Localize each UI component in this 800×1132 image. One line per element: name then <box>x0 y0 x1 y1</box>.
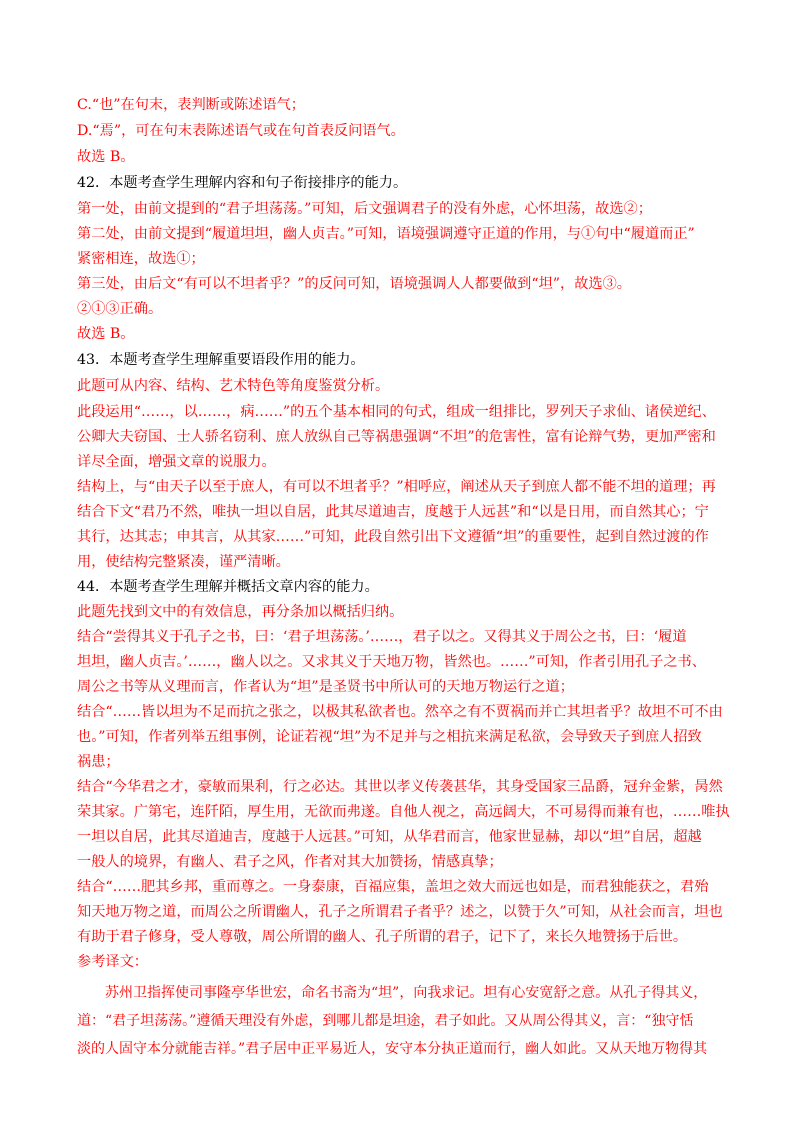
question-heading: 44．本题考查学生理解并概括文章内容的能力。 <box>77 579 379 595</box>
text-line: 结合“尝得其义于孔子之书，曰：‘君子坦荡荡。’……，君子以之。又得其义于周公之书，曰：‘履道 <box>77 629 687 645</box>
text-line: 故选 B。 <box>77 326 135 342</box>
section-label: 参考译文： <box>77 954 148 970</box>
text-line: 此题可从内容、结构、艺术特色等角度鉴赏分析。 <box>77 378 390 394</box>
text-line: 公卿大夫窃国、士人骄名窃利、庶人放纵自己等祸患强调“不坦”的危害性，富有论辩气势，更加严密和 <box>77 429 716 445</box>
text-line: 故选 B。 <box>77 149 135 165</box>
text-line: 此题先找到文中的有效信息，再分条加以概括归纳。 <box>77 604 404 620</box>
text-line: 此段运用“……，以……，病……”的五个基本相同的句式，组成一组排比，罗列天子求仙、诸侯逆纪、 <box>77 404 716 420</box>
text-line: 第一处，由前文提到的“君子坦荡荡。”可知，后文强调君子的没有外虑，心怀坦荡，故选②； <box>77 201 652 217</box>
text-line: ②①③正确。 <box>77 301 163 317</box>
text-line: 结合“……肥其乡邦，重而尊之。一身泰康，百福应集，盖坦之效大而远也如是，而君独能获之，君殆 <box>77 879 709 895</box>
text-line: 祸患； <box>77 754 120 770</box>
text-line: 详尽全面，增强文章的说服力。 <box>77 454 276 470</box>
translation-line: 苏州卫指挥使司事隆亭华世宏，命名书斋为“坦”，向我求记。坦有心安宽舒之意。从孔子得其义， <box>105 985 708 1001</box>
text-line: 荣其家。广第宅，连阡陌，厚生用，无欲而弗遂。自他人视之，高远阔大，不可易得而兼有也，……唯执 <box>77 804 730 820</box>
text-line: 结合“……皆以坦为不足而抗之张之，以极其私欲者也。然卒之有不贾祸而并亡其坦者乎？故坦不可不由 <box>77 704 723 720</box>
text-line: 周公之书等从义理而言，作者认为“坦”是圣贤书中所认可的天地万物运行之道； <box>77 679 574 695</box>
text-line: D.“焉”，可在句末表陈述语气或在句首表反问语气。 <box>77 123 405 139</box>
translation-line: 道：“君子坦荡荡。”遵循天理没有外虑，到哪儿都是坦途，君子如此。又从周公得其义，言：“独守恬 <box>77 1013 694 1029</box>
text-line: 知天地万物之道，而周公之所谓幽人，孔子之所谓君子者乎？述之，以赞于久”可知，从社会而言，坦也 <box>77 904 723 920</box>
text-line: 结构上，与“由天子以至于庶人，有可以不坦者乎？”相呼应，阐述从天子到庶人都不能不坦的道理；再 <box>77 479 716 495</box>
translation-line: 淡的人固守本分就能吉祥。”君子居中正平易近人，安守本分执正道而行，幽人如此。又从天地万物得其 <box>77 1041 708 1057</box>
text-line: 坦坦，幽人贞吉。’……，幽人以之。又求其义于天地万物，皆然也。……”可知，作者引用孔子之书、 <box>77 654 706 670</box>
text-line: 第二处，由前文提到“履道坦坦，幽人贞吉。”可知，语境强调遵守正道的作用，与①句中“履道而正” <box>77 226 695 242</box>
text-line: 用，使结构完整紧凑，谨严清晰。 <box>77 554 290 570</box>
text-line: 结合“今华君之才，豪敏而果利，行之必达。其世以孝义传袭甚华，其身受国家三品爵，冠弁金紫，昺然 <box>77 779 723 795</box>
text-line: 一坦以自居，此其尽道迪吉，度越于人远甚。”可知，从华君而言，他家世显赫，却以“坦”自居，超越 <box>77 829 702 845</box>
text-line: 结合下文“君乃不然，唯执一坦以自居，此其尽道迪吉，度越于人远甚”和“以是日用，而自然其心；宁 <box>77 504 709 520</box>
question-heading: 42．本题考查学生理解内容和句子衔接排序的能力。 <box>77 175 408 191</box>
text-line: 紧密相连，故选①； <box>77 251 205 267</box>
text-line: 有助于君子修身，受人尊敬，周公所谓的幽人、孔子所谓的君子，记下了，来长久地赞扬于后世。 <box>77 929 688 945</box>
text-line: 也。”可知，作者列举五组事例，论证若视“坦”为不足并与之相抗来满足私欲，会导致天子到庶人招致 <box>77 729 702 745</box>
text-line: 一般人的境界，有幽人、君子之风，作者对其大加赞扬，情感真挚； <box>77 854 503 870</box>
text-line: 其行，达其志；申其言，从其家……”可知，此段自然引出下文遵循“坦”的重要性，起到自然过渡的作 <box>77 529 709 545</box>
text-line: 第三处，由后文“有可以不坦者乎？”的反问可知，语境强调人人都要做到“坦”，故选③。 <box>77 276 631 292</box>
text-line: C.“也”在句末，表判断或陈述语气； <box>77 97 305 113</box>
question-heading: 43．本题考查学生理解重要语段作用的能力。 <box>77 352 365 368</box>
